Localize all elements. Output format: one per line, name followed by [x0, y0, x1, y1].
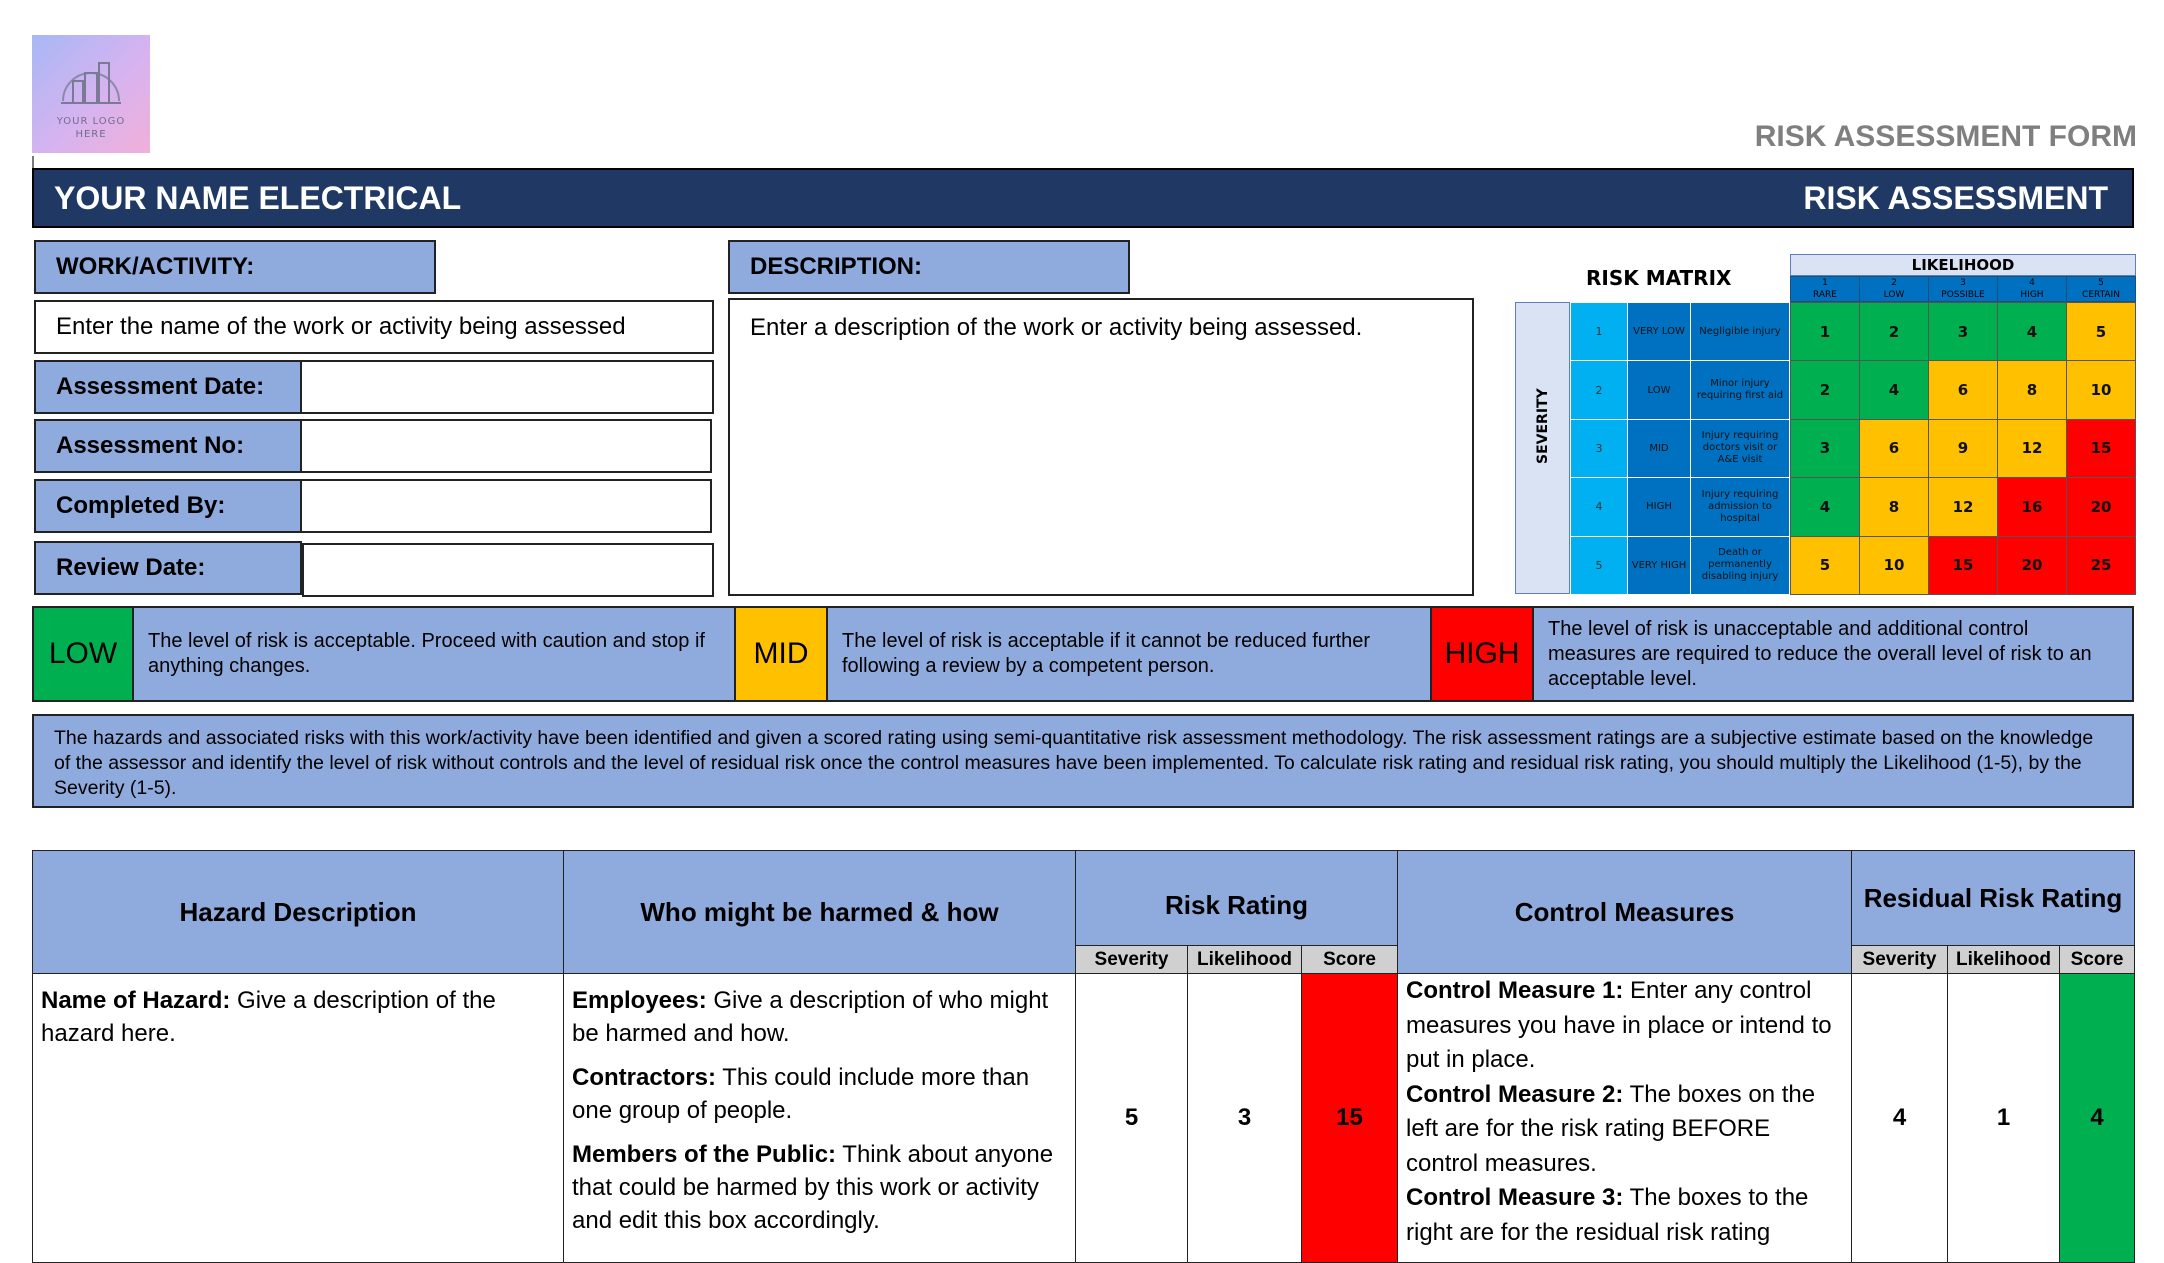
control-item-label: Control Measure 1:: [1406, 977, 1624, 1004]
header-risk-score: Score: [1301, 945, 1398, 974]
control-item: [1406, 1078, 1843, 1182]
review-date-label: Review Date:: [34, 541, 302, 595]
matrix-score-cell: 5: [2066, 302, 2136, 361]
likelihood-label: LOW: [1883, 290, 1905, 300]
severity-level: VERY LOW: [1627, 302, 1691, 361]
header-res-severity: Severity: [1851, 945, 1948, 974]
header-who: Who might be harmed & how: [563, 850, 1076, 974]
header-hazard: Hazard Description: [32, 850, 564, 974]
matrix-score-cell: 16: [1997, 477, 2067, 536]
severity-level: LOW: [1627, 360, 1691, 419]
who-item-text: Think about anyone that could be harmed by this work or activity and edit this box accordingly.: [572, 1141, 1054, 1234]
matrix-score-cell: 10: [1859, 536, 1929, 595]
hazard-name-label: Name of Hazard:: [41, 987, 231, 1014]
severity-num: 3: [1570, 419, 1628, 478]
low-tag: LOW: [34, 608, 134, 700]
likelihood-label: CERTAIN: [2082, 290, 2120, 300]
matrix-score-cell: 3: [1790, 419, 1860, 478]
severity-num: 4: [1570, 477, 1628, 536]
assessment-date-field[interactable]: [300, 360, 714, 414]
logo-text: YOUR LOGO HERE: [56, 116, 126, 140]
who-item-text: Give a description of who might be harmed and how.: [572, 987, 1049, 1047]
likelihood-label: HIGH: [2020, 290, 2044, 300]
completed-by-label: Completed By:: [34, 479, 302, 533]
severity-label: SEVERITY: [1535, 388, 1551, 464]
who-item-text: This could include more than one group of people.: [572, 1064, 1030, 1124]
matrix-score-cell: 10: [2066, 360, 2136, 419]
res-severity-cell[interactable]: 4: [1851, 973, 1948, 1263]
likelihood-col-5: [2066, 276, 2136, 302]
assessment-no-field[interactable]: [300, 419, 712, 473]
control-cell[interactable]: [1397, 973, 1852, 1263]
banner-title: RISK ASSESSMENT: [1803, 179, 2108, 216]
likelihood-num: 1: [1822, 278, 1828, 288]
work-activity-field[interactable]: Enter the name of the work or activity being assessed: [34, 300, 714, 354]
matrix-score-cell: 4: [1859, 360, 1929, 419]
severity-strip: [1515, 302, 1570, 594]
risk-matrix-title: RISK MATRIX: [1586, 266, 1732, 290]
completed-by-field[interactable]: [300, 479, 712, 533]
likelihood-num: 2: [1891, 278, 1897, 288]
severity-num: 2: [1570, 360, 1628, 419]
severity-level: VERY HIGH: [1627, 536, 1691, 595]
res-score-cell[interactable]: 4: [2059, 973, 2135, 1263]
matrix-score-cell: 25: [2066, 536, 2136, 595]
work-activity-label: WORK/ACTIVITY:: [34, 240, 436, 294]
company-name: YOUR NAME ELECTRICAL: [54, 179, 462, 216]
control-item-label: Control Measure 3:: [1406, 1184, 1624, 1211]
severity-num: 5: [1570, 536, 1628, 595]
header-risk-severity: Severity: [1075, 945, 1188, 974]
likelihood-num: 3: [1960, 278, 1966, 288]
hazard-cell[interactable]: [32, 973, 564, 1263]
control-item-text: Enter any control measures you have in place or intend to put in place.: [1406, 977, 1832, 1073]
matrix-score-cell: 15: [2066, 419, 2136, 478]
matrix-score-cell: 9: [1928, 419, 1998, 478]
likelihood-label: POSSIBLE: [1941, 290, 1985, 300]
severity-description: Minor injury requiring first aid: [1690, 360, 1790, 419]
hazard-description: Give a description of the hazard here.: [41, 987, 496, 1047]
control-item-text: The boxes to the right are for the residual risk rating: [1406, 1184, 1809, 1246]
who-item-label: Contractors:: [572, 1064, 717, 1091]
high-tag: HIGH: [1432, 608, 1534, 700]
who-item: [572, 984, 1067, 1050]
severity-level: MID: [1627, 419, 1691, 478]
control-item: [1406, 1181, 1843, 1250]
low-text: The level of risk is acceptable. Proceed with caution and stop if anything changes.: [134, 608, 736, 700]
mid-text: The level of risk is acceptable if it cannot be reduced further following a review by a competent person.: [828, 608, 1432, 700]
matrix-score-cell: 12: [1997, 419, 2067, 478]
likelihood-col-2: [1859, 276, 1929, 302]
risk-severity-cell[interactable]: 5: [1075, 973, 1188, 1263]
matrix-score-cell: 6: [1928, 360, 1998, 419]
control-item-label: Control Measure 2:: [1406, 1080, 1624, 1108]
who-item-label: Members of the Public:: [572, 1141, 837, 1168]
form-title: RISK ASSESSMENT FORM: [1754, 120, 2137, 153]
matrix-score-cell: 20: [2066, 477, 2136, 536]
likelihood-header: LIKELIHOOD: [1790, 254, 2136, 276]
header-risk-rating: Risk Rating: [1075, 850, 1398, 946]
risk-likelihood-cell[interactable]: 3: [1187, 973, 1302, 1263]
matrix-score-cell: 12: [1928, 477, 1998, 536]
matrix-score-cell: 1: [1790, 302, 1860, 361]
header-res-score: Score: [2059, 945, 2135, 974]
matrix-score-cell: 8: [1859, 477, 1929, 536]
likelihood-num: 5: [2098, 278, 2104, 288]
severity-description: Negligible injury: [1690, 302, 1790, 361]
mid-tag: MID: [736, 608, 828, 700]
who-item: [572, 1061, 1067, 1127]
severity-num: 1: [1570, 302, 1628, 361]
matrix-score-cell: 3: [1928, 302, 1998, 361]
matrix-score-cell: 5: [1790, 536, 1860, 595]
who-item-label: Employees:: [572, 987, 707, 1014]
methodology-info: The hazards and associated risks with this work/activity have been identified and given a scored rating using semi-quantitative risk assessment methodology. The risk assessment ratings are a subjective estimate based on the knowledge of the assessor and identify the level of risk without controls and the level of residual risk once the control measures have been implemented. To calculate risk rating and residual risk rating, you should multiply the Likelihood (1-5), by the Severity (1-5).: [32, 714, 2134, 808]
matrix-score-cell: 4: [1997, 302, 2067, 361]
matrix-score-cell: 6: [1859, 419, 1929, 478]
matrix-score-cell: 15: [1928, 536, 1998, 595]
risk-level-legend: [32, 606, 2134, 702]
assessment-no-label: Assessment No:: [34, 419, 302, 473]
header-res-likelihood: Likelihood: [1947, 945, 2060, 974]
severity-level: HIGH: [1627, 477, 1691, 536]
severity-description: Injury requiring doctors visit or A&E visit: [1690, 419, 1790, 478]
description-field[interactable]: Enter a description of the work or activity being assessed.: [728, 298, 1474, 596]
header-banner: [32, 168, 2134, 228]
likelihood-col-4: [1997, 276, 2067, 302]
who-item: [572, 1138, 1067, 1237]
company-logo: [32, 35, 150, 153]
likelihood-col-3: [1928, 276, 1998, 302]
header-risk-likelihood: Likelihood: [1187, 945, 1302, 974]
description-label: DESCRIPTION:: [728, 240, 1130, 294]
matrix-score-cell: 2: [1790, 360, 1860, 419]
likelihood-label: RARE: [1813, 290, 1837, 300]
matrix-score-cell: 8: [1997, 360, 2067, 419]
likelihood-num: 4: [2029, 278, 2035, 288]
control-item-text: The boxes on the left are for the risk rating BEFORE control measures.: [1406, 1080, 1816, 1177]
risk-score-cell[interactable]: 15: [1301, 973, 1398, 1263]
who-cell[interactable]: [563, 973, 1076, 1263]
header-residual: Residual Risk Rating: [1851, 850, 2135, 946]
severity-description: Injury requiring admission to hospital: [1690, 477, 1790, 536]
header-control: Control Measures: [1397, 850, 1852, 974]
control-item: [1406, 974, 1843, 1078]
likelihood-col-1: [1790, 276, 1860, 302]
review-date-field[interactable]: [302, 543, 714, 597]
building-icon: [51, 51, 131, 113]
matrix-score-cell: 20: [1997, 536, 2067, 595]
high-text: The level of risk is unacceptable and additional control measures are required to reduce the overall level of risk to an acceptable level.: [1534, 608, 2132, 700]
matrix-score-cell: 4: [1790, 477, 1860, 536]
assessment-date-label: Assessment Date:: [34, 360, 302, 414]
res-likelihood-cell[interactable]: 1: [1947, 973, 2060, 1263]
severity-description: Death or permanently disabling injury: [1690, 536, 1790, 595]
matrix-score-cell: 2: [1859, 302, 1929, 361]
